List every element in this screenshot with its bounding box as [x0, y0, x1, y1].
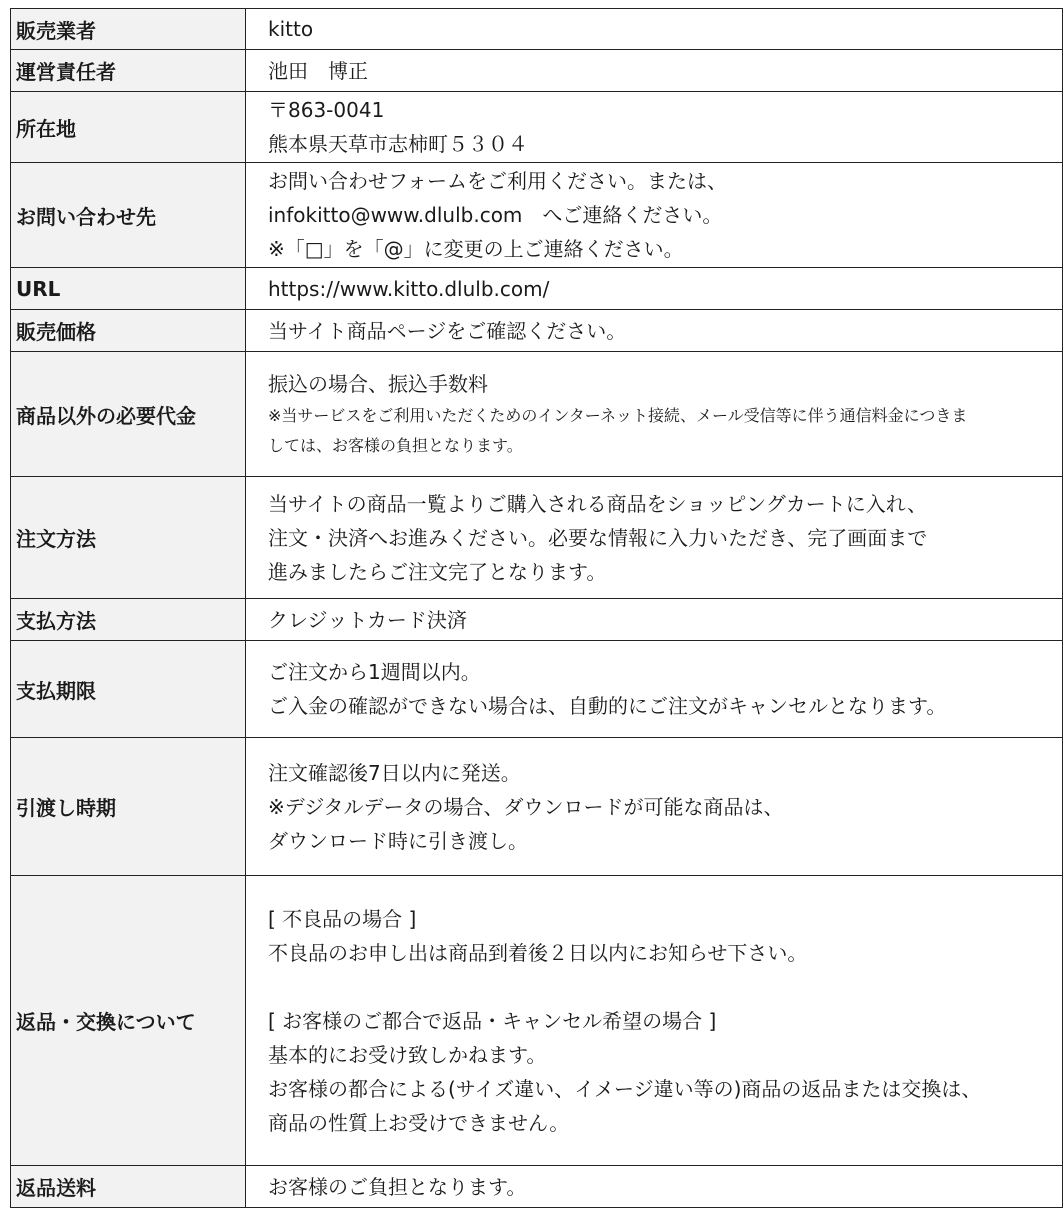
value-line: ※デジタルデータの場合、ダウンロードが可能な商品は、	[268, 794, 784, 819]
row-value	[246, 310, 1063, 352]
row-value	[246, 92, 1063, 163]
value-line: 池田 博正	[268, 58, 368, 83]
value-line: 熊本県天草市志柿町５３０４	[268, 132, 528, 156]
table-row	[11, 268, 1063, 310]
row-value	[246, 163, 1063, 268]
row-label: 販売業者	[11, 9, 246, 50]
value-line: 当サイト商品ページをご確認ください。	[268, 318, 627, 343]
value-line: 不良品のお申し出は商品到着後２日以内にお知らせ下さい。	[268, 940, 808, 965]
value-line: [ 不良品の場合 ]	[268, 906, 417, 931]
value-line: クレジットカード決済	[268, 607, 467, 632]
table-row	[11, 641, 1063, 738]
table-row	[11, 310, 1063, 352]
row-label: 引渡し時期	[11, 738, 246, 876]
row-label: 販売価格	[11, 310, 246, 352]
row-value	[246, 352, 1063, 477]
row-label: お問い合わせ先	[11, 163, 246, 268]
value-line: 当サイトの商品一覧よりご購入される商品をショッピングカートに入れ、	[268, 491, 927, 516]
row-value	[246, 641, 1063, 738]
row-label: URL	[11, 268, 246, 310]
row-label: 返品・交換について	[11, 876, 246, 1166]
value-line: https://www.kitto.dlulb.com/	[268, 276, 550, 301]
table-row	[11, 599, 1063, 641]
value-line: ※「□」を「@」に変更の上ご連絡ください。	[268, 237, 684, 261]
row-value	[246, 9, 1063, 50]
value-line: ご注文から1週間以内。	[268, 660, 481, 684]
table-row	[11, 352, 1063, 477]
table-row	[11, 477, 1063, 599]
value-line: 注文確認後7日以内に発送。	[268, 760, 521, 785]
blank-line	[268, 970, 1062, 1004]
value-line: 振込の場合、振込手数料	[268, 372, 488, 396]
table-row	[11, 876, 1063, 1166]
table-row	[11, 738, 1063, 876]
row-label: 支払期限	[11, 641, 246, 738]
row-label: 返品送料	[11, 1166, 246, 1208]
row-value	[246, 599, 1063, 641]
value-line: infokitto@www.dlulb.com へご連絡ください。	[268, 203, 723, 227]
value-line: お客様の都合による(サイズ違い、イメージ違い等の)商品の返品または交換は、	[268, 1076, 982, 1101]
value-line: 基本的にお受け致しかねます。	[268, 1042, 547, 1067]
note-line: しては、お客様の負担となります。	[268, 436, 523, 455]
value-line: お客様のご負担となります。	[268, 1174, 527, 1199]
value-line: 〒863-0041	[268, 98, 385, 122]
row-value	[246, 738, 1063, 876]
table-row	[11, 92, 1063, 163]
value-line: [ お客様のご都合で返品・キャンセル希望の場合 ]	[268, 1008, 717, 1033]
row-label: 支払方法	[11, 599, 246, 641]
value-line: ダウンロード時に引き渡し。	[268, 828, 528, 853]
note-line: ※当サービスをご利用いただくためのインターネット接続、メール受信等に伴う通信料金につきま	[268, 406, 968, 425]
value-line: ご入金の確認ができない場合は、自動的にご注文がキャンセルとなります。	[268, 694, 947, 718]
table-row	[11, 163, 1063, 268]
row-label: 運営責任者	[11, 50, 246, 92]
value-line: 進みましたらご注文完了となります。	[268, 559, 607, 584]
row-value	[246, 268, 1063, 310]
value-line: 注文・決済へお進みください。必要な情報に入力いただき、完了画面まで	[268, 525, 928, 550]
row-value	[246, 876, 1063, 1166]
row-label: 商品以外の必要代金	[11, 352, 246, 477]
row-label: 所在地	[11, 92, 246, 163]
legal-info-table	[10, 8, 1063, 1208]
row-value	[246, 1166, 1063, 1208]
table-row	[11, 9, 1063, 50]
value-line: kitto	[268, 17, 314, 41]
row-value	[246, 477, 1063, 599]
value-line: お問い合わせフォームをご利用ください。または、	[268, 169, 727, 193]
value-line: 商品の性質上お受けできません。	[268, 1110, 570, 1135]
table-row	[11, 50, 1063, 92]
table-row	[11, 1166, 1063, 1208]
row-value	[246, 50, 1063, 92]
row-label: 注文方法	[11, 477, 246, 599]
